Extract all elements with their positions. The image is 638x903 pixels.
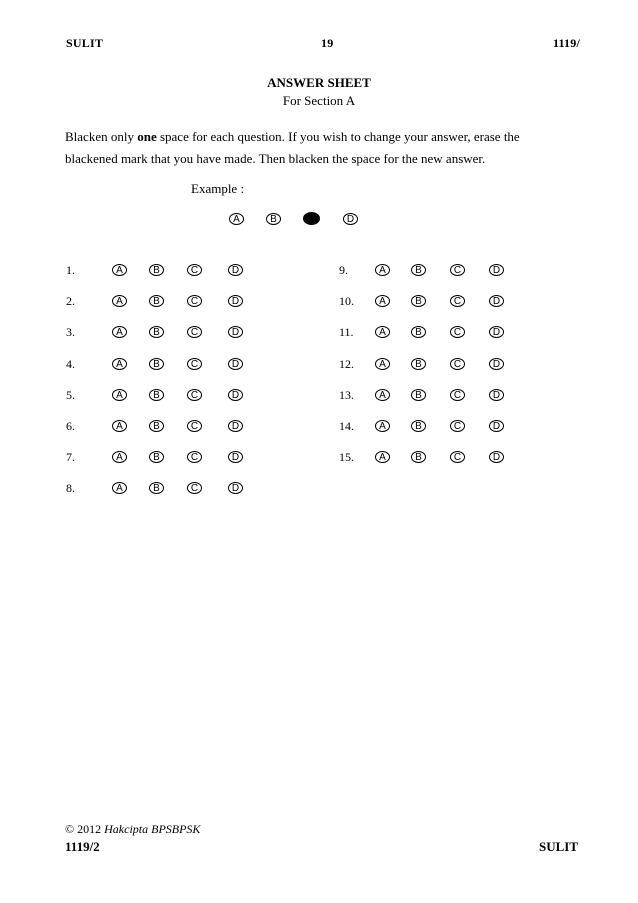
instructions [65,126,565,170]
question-number-3: 3. [66,325,75,339]
q7-option-d[interactable]: D [228,451,243,463]
question-number-12: 12. [339,357,354,371]
q3-option-c[interactable]: C [187,326,202,338]
q9-option-b[interactable]: B [411,264,426,276]
q2-option-b[interactable]: B [149,295,164,307]
q6-option-c[interactable]: C [187,420,202,432]
page-subtitle: For Section A [282,93,356,108]
q3-option-d[interactable]: D [228,326,243,338]
q6-option-a[interactable]: A [112,420,127,432]
question-number-9: 9. [339,263,348,277]
q15-option-a[interactable]: A [375,451,390,463]
example-bubble-d: D [343,213,358,225]
question-number-11: 11. [339,325,354,339]
q10-option-d[interactable]: D [489,295,504,307]
q5-option-a[interactable]: A [112,389,127,401]
question-number-5: 5. [66,388,75,402]
q9-option-d[interactable]: D [489,264,504,276]
page-number: 19 [321,36,334,50]
q14-option-c[interactable]: C [450,420,465,432]
q6-option-b[interactable]: B [149,420,164,432]
q2-option-a[interactable]: A [112,295,127,307]
q7-option-c[interactable]: C [187,451,202,463]
q10-option-c[interactable]: C [450,295,465,307]
q12-option-c[interactable]: C [450,358,465,370]
header-right: 1119/ [552,36,580,50]
q15-option-b[interactable]: B [411,451,426,463]
question-number-10: 10. [339,294,354,308]
q9-option-a[interactable]: A [375,264,390,276]
question-number-13: 13. [339,388,354,402]
q8-option-b[interactable]: B [149,482,164,494]
q10-option-b[interactable]: B [411,295,426,307]
instructions-post: space for each question. If you wish to change your answer, erase the blackened mark that you have made. Then blacken the space for the new answer. [65,129,520,166]
question-number-8: 8. [66,481,75,495]
footer-copyright [65,822,200,837]
question-number-1: 1. [66,263,75,277]
q5-option-c[interactable]: C [187,389,202,401]
q14-option-d[interactable]: D [489,420,504,432]
q12-option-b[interactable]: B [411,358,426,370]
q10-option-a[interactable]: A [375,295,390,307]
example-bubble-b: B [266,213,281,225]
q8-option-c[interactable]: C [187,482,202,494]
q5-option-d[interactable]: D [228,389,243,401]
q12-option-d[interactable]: D [489,358,504,370]
footer-sulit: SULIT [538,839,578,854]
q3-option-a[interactable]: A [112,326,127,338]
header-left: SULIT [66,36,104,50]
question-number-15: 15. [339,450,354,464]
q1-option-c[interactable]: C [187,264,202,276]
instructions-pre: Blacken only [65,129,138,144]
q11-option-d[interactable]: D [489,326,504,338]
q2-option-c[interactable]: C [187,295,202,307]
q13-option-c[interactable]: C [450,389,465,401]
q5-option-b[interactable]: B [149,389,164,401]
q4-option-b[interactable]: B [149,358,164,370]
q13-option-a[interactable]: A [375,389,390,401]
q4-option-c[interactable]: C [187,358,202,370]
footer-copyright-holder: Hakcipta BPSBPSK [104,822,201,836]
q2-option-d[interactable]: D [228,295,243,307]
footer-code: 1119/2 [65,839,100,854]
q11-option-a[interactable]: A [375,326,390,338]
q6-option-d[interactable]: D [228,420,243,432]
question-number-6: 6. [66,419,75,433]
footer-copyright-prefix: © 2012 [65,822,105,836]
q15-option-d[interactable]: D [489,451,504,463]
question-number-2: 2. [66,294,75,308]
q1-option-a[interactable]: A [112,264,127,276]
q1-option-d[interactable]: D [228,264,243,276]
q11-option-c[interactable]: C [450,326,465,338]
q14-option-b[interactable]: B [411,420,426,432]
example-bubble-c [303,212,320,225]
q7-option-a[interactable]: A [112,451,127,463]
q13-option-b[interactable]: B [411,389,426,401]
question-number-14: 14. [339,419,354,433]
q4-option-a[interactable]: A [112,358,127,370]
q4-option-d[interactable]: D [228,358,243,370]
q7-option-b[interactable]: B [149,451,164,463]
example-bubble-a: A [229,213,244,225]
q14-option-a[interactable]: A [375,420,390,432]
q12-option-a[interactable]: A [375,358,390,370]
q9-option-c[interactable]: C [450,264,465,276]
q15-option-c[interactable]: C [450,451,465,463]
q8-option-d[interactable]: D [228,482,243,494]
q1-option-b[interactable]: B [149,264,164,276]
q3-option-b[interactable]: B [149,326,164,338]
q8-option-a[interactable]: A [112,482,127,494]
example-label: Example : [191,181,245,196]
q13-option-d[interactable]: D [489,389,504,401]
question-number-4: 4. [66,357,75,371]
question-number-7: 7. [66,450,75,464]
page-title: ANSWER SHEET [267,75,371,90]
q11-option-b[interactable]: B [411,326,426,338]
instructions-bold: one [137,129,157,144]
